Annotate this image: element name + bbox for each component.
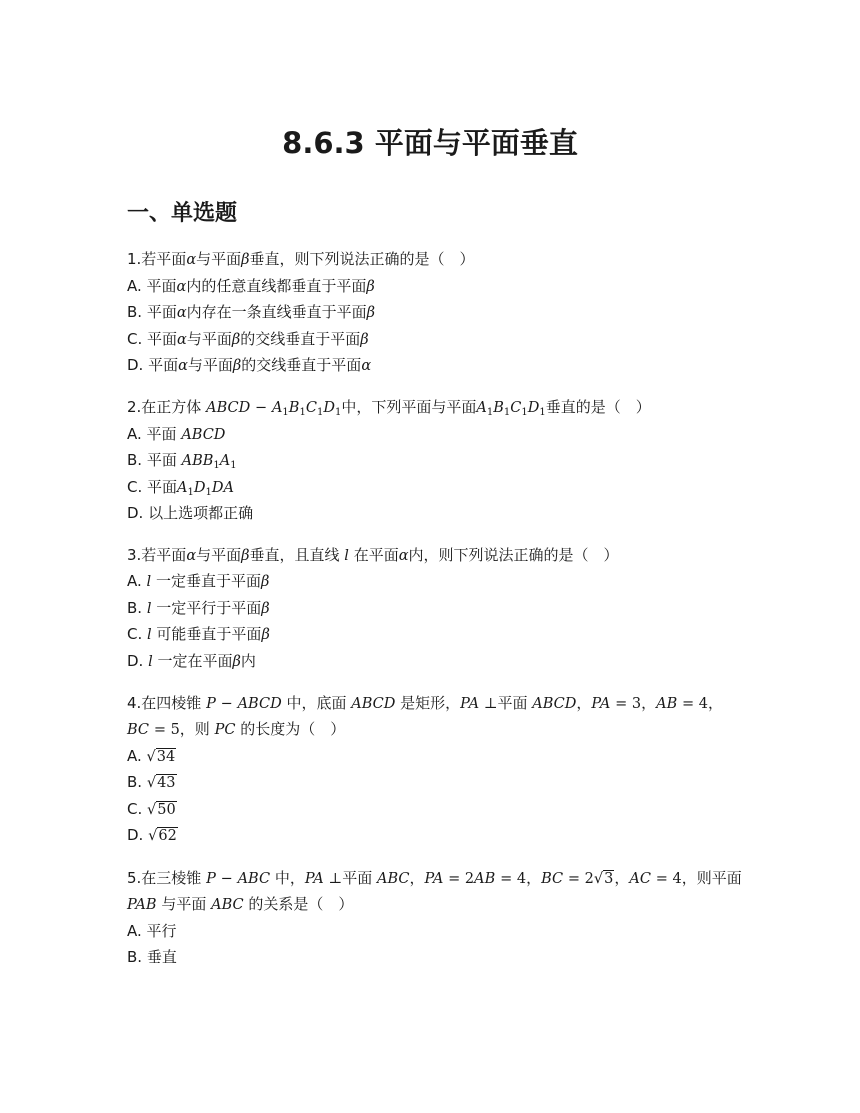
page-title: 8.6.3 平面与平面垂直 bbox=[282, 126, 578, 160]
question-3-stem: 3.若平面α与平面β垂直，且直线 l 在平面α内，则下列说法正确的是（ ） bbox=[127, 546, 619, 564]
question-3-option-c: C. l 可能垂直于平面β bbox=[127, 625, 270, 643]
question-2-option-c: C. 平面$A_1D_1DA$ bbox=[127, 478, 234, 498]
question-5-stem-line1: 5.在三棱锥 P − ABC 中，PA ⊥平面 ABC，PA = 2AB = 4，BC = 2√3，AC = 4，则平面 bbox=[127, 869, 742, 887]
question-3-option-b: B. l 一定平行于平面β bbox=[127, 599, 270, 617]
question-4-stem-line1: 4.在四棱锥 P − ABCD 中，底面 ABCD 是矩形，PA ⊥平面 ABCD，PA = 3，AB = 4， bbox=[127, 694, 724, 712]
question-1-stem bbox=[127, 249, 475, 270]
question-3-option-d: D. l 一定在平面β内 bbox=[127, 652, 256, 670]
question-2-option-b: B. 平面 $ABB_1A_1$ bbox=[127, 451, 237, 471]
question-5-option-b: B. 垂直 bbox=[127, 948, 177, 966]
q1-stem-text: 1.若平面α与平面β垂直，则下列说法正确的是（ ） bbox=[127, 250, 475, 268]
section-heading: 一、单选题 bbox=[127, 201, 238, 226]
question-4-stem-line2: BC = 5，则 PC 的长度为（ ） bbox=[127, 720, 346, 738]
question-1-option-d: D. 平面α与平面β的交线垂直于平面α bbox=[127, 356, 372, 374]
question-2-option-a: A. 平面 ABCD bbox=[127, 425, 226, 443]
question-4-option-a: A. √34 bbox=[127, 747, 176, 765]
question-4-option-b: B. √43 bbox=[127, 773, 176, 791]
question-5-stem-line2: PAB 与平面 ABC 的关系是（ ） bbox=[127, 895, 354, 913]
question-4-option-d: D. √62 bbox=[127, 826, 177, 844]
question-3-option-a: A. l 一定垂直于平面β bbox=[127, 572, 270, 590]
question-4-option-c: C. √50 bbox=[127, 800, 176, 818]
question-1-option-c: C. 平面α与平面β的交线垂直于平面β bbox=[127, 330, 369, 348]
question-1-option-b: B. 平面α内存在一条直线垂直于平面β bbox=[127, 303, 376, 321]
question-2-option-d: D. 以上选项都正确 bbox=[127, 504, 254, 522]
question-2-stem: 2.在正方体 ABCD − $A_1B_1C_1D_1$中，下列平面与平面$A_1B_1C_1D_1$垂直的是（ ） bbox=[127, 398, 651, 418]
question-5-option-a: A. 平行 bbox=[127, 922, 177, 940]
question-1-option-a: A. 平面α内的任意直线都垂直于平面β bbox=[127, 277, 375, 295]
